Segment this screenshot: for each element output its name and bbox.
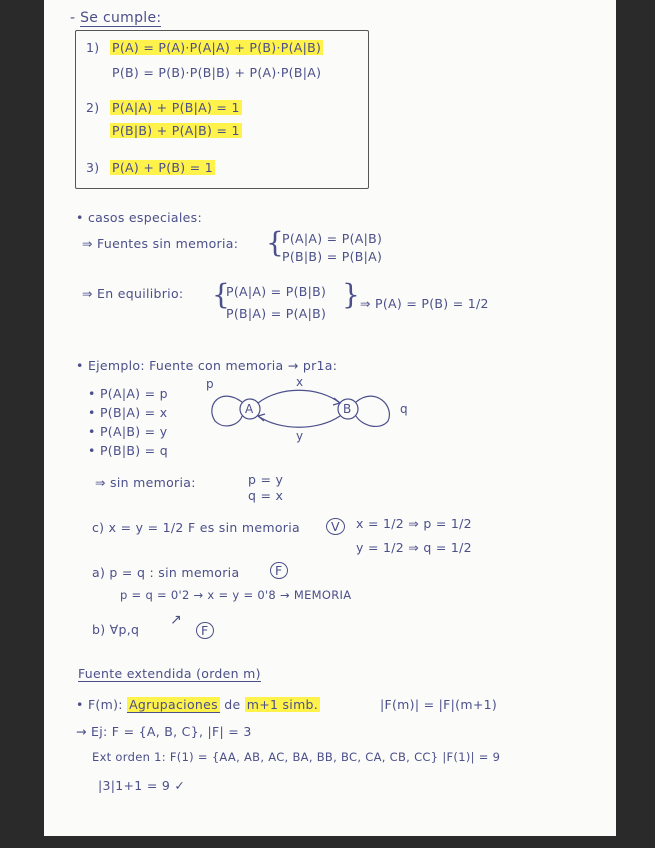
item-3-number: 3): [86, 160, 100, 175]
ejemplo-fuente: → Ej: F = {A, B, C}, |F| = 3: [76, 724, 252, 739]
brace-equilibrio-left: {: [212, 278, 230, 311]
arrow-y: [258, 416, 340, 427]
case-b-arrow: ↗: [170, 612, 183, 628]
case-c-mark: V: [326, 518, 345, 535]
section-title-casos: • casos especiales:: [76, 210, 202, 225]
loop-q: [356, 396, 389, 426]
equilibrio-result: ⇒ P(A) = P(B) = 1/2: [360, 296, 489, 311]
sin-memoria-eq-2: q = x: [248, 488, 284, 503]
case-c-eq-2: y = 1/2 ⇒ q = 1/2: [356, 540, 472, 555]
extendida-title: Fuente extendida (orden m): [78, 666, 261, 681]
markov-diagram: [200, 376, 420, 456]
label-q: q: [400, 402, 408, 416]
equilibrio-label: ⇒ En equilibrio:: [82, 286, 184, 301]
case-a-mark: F: [270, 562, 288, 579]
label-x: x: [296, 375, 304, 389]
item-2-number: 2): [86, 100, 100, 115]
label-p: p: [206, 377, 214, 391]
section-title-se-cumple: - Se cumple:: [70, 10, 162, 26]
item-1-line-1: P(A) = P(A)·P(A|A) + P(B)·P(A|B): [112, 40, 322, 55]
sin-memoria-label: ⇒ sin memoria:: [95, 475, 196, 490]
extendida-def: • F(m): Agrupaciones de m+1 simb.: [76, 697, 319, 712]
def-4: • P(B|B) = q: [88, 443, 168, 458]
fuentes-eq-2: P(B|B) = P(B|A): [282, 249, 383, 264]
extendida-cardinality: |F(m)| = |F|(m+1): [380, 697, 498, 712]
equilibrio-eq-1: P(A|A) = P(B|B): [226, 284, 327, 299]
item-2-line-1: P(A|A) + P(B|A) = 1: [112, 100, 240, 115]
fuentes-label: ⇒ Fuentes sin memoria:: [82, 236, 239, 251]
item-1-line-2: P(B) = P(B)·P(B|B) + P(A)·P(B|A): [112, 65, 322, 80]
case-a-label: a) p = q : sin memoria: [92, 565, 240, 580]
brace-fuentes: {: [266, 226, 284, 259]
case-c-eq-1: x = 1/2 ⇒ p = 1/2: [356, 516, 472, 531]
label-y: y: [296, 429, 304, 443]
case-a-line-2: p = q = 0'2 → x = y = 0'8 → MEMORIA: [120, 588, 352, 602]
arrow-x: [258, 390, 340, 403]
item-1-number: 1): [86, 40, 100, 55]
item-2-line-2: P(B|B) + P(A|B) = 1: [112, 123, 240, 138]
item-3-line-1: P(A) + P(B) = 1: [112, 160, 214, 175]
case-b-label: b) ∀p,q: [92, 622, 140, 637]
case-b-mark: F: [196, 622, 214, 639]
ejemplo-title: • Ejemplo: Fuente con memoria → pr1a:: [76, 358, 338, 373]
final-check: |3|1+1 = 9 ✓: [98, 778, 186, 793]
equilibrio-eq-2: P(B|A) = P(A|B): [226, 306, 327, 321]
sin-memoria-eq-1: p = y: [248, 472, 284, 487]
def-3: • P(A|B) = y: [88, 424, 168, 439]
fuentes-eq-1: P(A|A) = P(A|B): [282, 231, 383, 246]
node-b-label: B: [343, 402, 352, 416]
node-a-label: A: [245, 402, 254, 416]
def-2: • P(B|A) = x: [88, 405, 168, 420]
case-c-label: c) x = y = 1/2 F es sin memoria: [92, 520, 300, 535]
def-1: • P(A|A) = p: [88, 386, 168, 401]
loop-p: [212, 396, 242, 426]
brace-equilibrio-right: }: [342, 278, 360, 311]
ext-orden-1: Ext orden 1: F(1) = {AA, AB, AC, BA, BB, BC, CA, CB, CC} |F(1)| = 9: [92, 750, 501, 764]
